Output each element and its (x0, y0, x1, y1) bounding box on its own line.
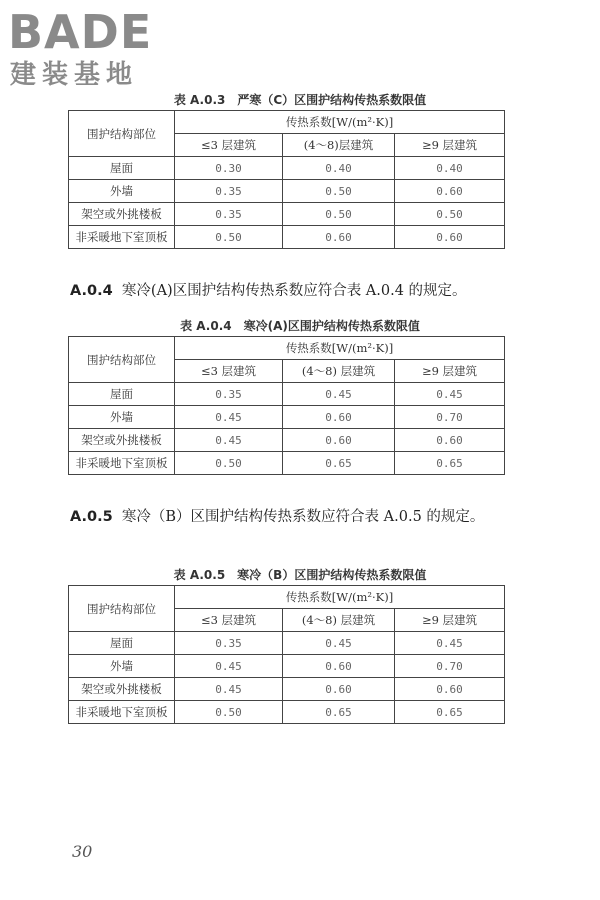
row-label: 非采暖地下室顶板 (69, 452, 175, 475)
row-label: 架空或外挑楼板 (69, 429, 175, 452)
table-row (69, 383, 505, 406)
row-label: 屋面 (69, 632, 175, 655)
cell-value: 0.45 (283, 632, 395, 655)
cell-value: 0.70 (395, 406, 505, 429)
part-header: 围护结构部位 (69, 111, 175, 157)
cell-value: 0.40 (395, 157, 505, 180)
cell-value: 0.60 (395, 678, 505, 701)
cell-value: 0.60 (395, 180, 505, 203)
table-row (69, 203, 505, 226)
cell-value: 0.60 (283, 655, 395, 678)
cell-value: 0.60 (283, 226, 395, 249)
col-header: ≥9 层建筑 (395, 360, 505, 383)
group-header: 传热系数[W/(m²·K)] (175, 586, 505, 609)
cell-value: 0.65 (283, 701, 395, 724)
col-header: ≤3 层建筑 (175, 134, 283, 157)
cell-value: 0.45 (175, 429, 283, 452)
cell-value: 0.60 (283, 406, 395, 429)
logo-wordmark: BADE (8, 5, 153, 59)
row-label: 非采暖地下室顶板 (69, 701, 175, 724)
table-row (69, 452, 505, 475)
table-row (69, 429, 505, 452)
table-a04 (68, 336, 505, 475)
part-header: 围护结构部位 (69, 337, 175, 383)
col-header: ≤3 层建筑 (175, 360, 283, 383)
cell-value: 0.45 (175, 678, 283, 701)
table-row (69, 655, 505, 678)
table-a05-caption: 表 A.0.5 寒冷（B）区围护结构传热系数限值 (173, 568, 427, 582)
part-header: 围护结构部位 (69, 586, 175, 632)
logo-subtitle: 建装基地 (10, 60, 139, 90)
cell-value: 0.65 (395, 452, 505, 475)
cell-value: 0.30 (175, 157, 283, 180)
cell-value: 0.65 (283, 452, 395, 475)
cell-value: 0.65 (395, 701, 505, 724)
cell-value: 0.60 (283, 429, 395, 452)
table-row (69, 157, 505, 180)
table-row (69, 678, 505, 701)
cell-value: 0.45 (395, 383, 505, 406)
col-header: ≥9 层建筑 (395, 134, 505, 157)
cell-value: 0.60 (395, 226, 505, 249)
table-row (69, 226, 505, 249)
row-label: 外墙 (69, 655, 175, 678)
table-a05 (68, 585, 505, 724)
table-row (69, 406, 505, 429)
cell-value: 0.45 (283, 383, 395, 406)
clause-a05 (70, 504, 510, 530)
col-header: ≤3 层建筑 (175, 609, 283, 632)
cell-value: 0.50 (175, 226, 283, 249)
cell-value: 0.70 (395, 655, 505, 678)
clause-number: A.0.4 (70, 283, 113, 299)
col-header: ≥9 层建筑 (395, 609, 505, 632)
table-row (69, 180, 505, 203)
cell-value: 0.50 (283, 203, 395, 226)
group-header: 传热系数[W/(m²·K)] (175, 337, 505, 360)
table-row (69, 701, 505, 724)
row-label: 外墙 (69, 180, 175, 203)
cell-value: 0.35 (175, 632, 283, 655)
cell-value: 0.45 (395, 632, 505, 655)
row-label: 架空或外挑楼板 (69, 678, 175, 701)
table-row (69, 632, 505, 655)
table-a03 (68, 110, 505, 249)
col-header: (4～8) 层建筑 (283, 609, 395, 632)
cell-value: 0.45 (175, 406, 283, 429)
page-number: 30 (72, 842, 93, 861)
clause-a04 (70, 278, 510, 304)
row-label: 非采暖地下室顶板 (69, 226, 175, 249)
cell-value: 0.40 (283, 157, 395, 180)
row-label: 屋面 (69, 383, 175, 406)
cell-value: 0.35 (175, 383, 283, 406)
cell-value: 0.35 (175, 203, 283, 226)
clause-text: 寒冷（B）区围护结构传热系数应符合表 A.0.5 的规定。 (121, 509, 485, 525)
cell-value: 0.50 (175, 452, 283, 475)
row-label: 架空或外挑楼板 (69, 203, 175, 226)
watermark-logo (8, 6, 188, 96)
cell-value: 0.35 (175, 180, 283, 203)
cell-value: 0.50 (175, 701, 283, 724)
cell-value: 0.50 (395, 203, 505, 226)
group-header: 传热系数[W/(m²·K)] (175, 111, 505, 134)
cell-value: 0.60 (395, 429, 505, 452)
cell-value: 0.60 (283, 678, 395, 701)
row-label: 外墙 (69, 406, 175, 429)
table-a03-caption: 表 A.0.3 严寒（C）区围护结构传热系数限值 (173, 93, 427, 107)
row-label: 屋面 (69, 157, 175, 180)
table-a04-caption: 表 A.0.4 寒冷(A)区围护结构传热系数限值 (180, 319, 420, 333)
cell-value: 0.45 (175, 655, 283, 678)
col-header: (4～8)层建筑 (283, 134, 395, 157)
clause-text: 寒冷(A)区围护结构传热系数应符合表 A.0.4 的规定。 (121, 283, 467, 299)
cell-value: 0.50 (283, 180, 395, 203)
col-header: (4～8) 层建筑 (283, 360, 395, 383)
clause-number: A.0.5 (70, 509, 113, 525)
